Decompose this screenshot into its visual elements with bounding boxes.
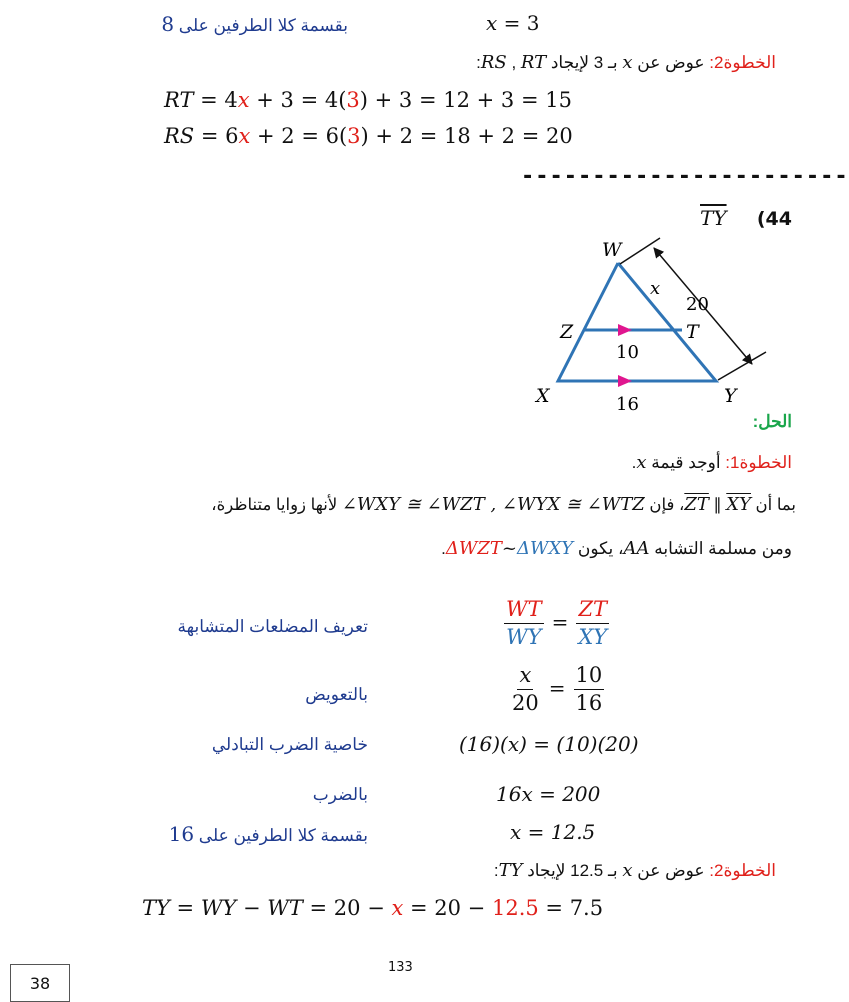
proportion-definition: $\frac{WT}{WY}$ = $\frac{ZT}{XY}$	[506, 597, 608, 650]
label-20: 20	[686, 294, 709, 315]
reason-cross-products: خاصية الضرب التبادلي	[211, 735, 368, 754]
label-z: Z	[560, 321, 574, 343]
solution-heading: الحل:	[752, 412, 792, 431]
step-reason-divide-8: بقسمة كلا الطرفين على 8	[161, 12, 348, 36]
label-x-side: x	[650, 278, 661, 299]
rs-calculation: RS = 6x + 2 = 6(3) + 2 = 18 + 2 = 20	[164, 124, 573, 148]
dimension-tick-bottom	[718, 352, 766, 380]
multiplication-equation: 16x = 200	[496, 782, 601, 806]
label-10: 10	[616, 342, 639, 363]
reason-divide-16: بقسمة كلا الطرفين على 16	[168, 822, 368, 846]
equation-x-equals-3: x = 3	[486, 11, 540, 35]
problem-number: (44	[756, 208, 792, 230]
label-y: Y	[724, 385, 737, 407]
parallel-mark-xy	[618, 375, 632, 387]
label-16: 16	[616, 394, 639, 415]
similarity-reasoning-2: ومن مسلمة التشابه AA، يكون ΔWZT~ΔWXY.	[441, 538, 792, 559]
step2-instruction-top: الخطوة2: عوض عن x بـ 3 لإيجاد RS , RT:	[476, 52, 776, 73]
reason-similar-polygons: تعريف المضلعات المتشابهة	[177, 617, 368, 636]
page-number-box: 38	[10, 964, 70, 1002]
similarity-reasoning-1: بما أن ZT ∥ XY، فإن ∠WXY ≅ ∠WZT , ∠WYX ≅ ∠WTZ لأنها زوايا متناظرة،	[211, 494, 796, 515]
dimension-tick-top	[620, 238, 660, 264]
triangle-figure	[520, 228, 780, 418]
rt-calculation: RT = 4x + 3 = 4(3) + 3 = 12 + 3 = 15	[164, 88, 572, 112]
section-divider: -----------------------	[521, 164, 849, 189]
proportion-substituted: $\frac{x}{20}$ = $\frac{10}{16}$	[512, 663, 603, 716]
parallel-mark-zt	[618, 324, 632, 336]
label-t: T	[686, 321, 699, 343]
reason-multiplication: بالضرب	[312, 785, 368, 804]
page-number-center: 133	[388, 960, 413, 975]
label-x: X	[536, 385, 550, 407]
ty-calculation: TY = WY − WT = 20 − x = 20 − 12.5 = 7.5	[142, 896, 604, 920]
step1-instruction: الخطوة1: أوجد قيمة x.	[631, 452, 792, 473]
label-w: W	[602, 239, 622, 261]
solved-x-equation: x = 12.5	[510, 820, 596, 844]
step2-instruction-bottom: الخطوة2: عوض عن x بـ 12.5 لإيجاد TY:	[493, 860, 776, 881]
cross-products-equation: (16)(x) = (10)(20)	[459, 732, 639, 756]
reason-substitution: بالتعويض	[305, 685, 368, 704]
problem-target-segment: $\overline{TY}$	[700, 206, 727, 230]
